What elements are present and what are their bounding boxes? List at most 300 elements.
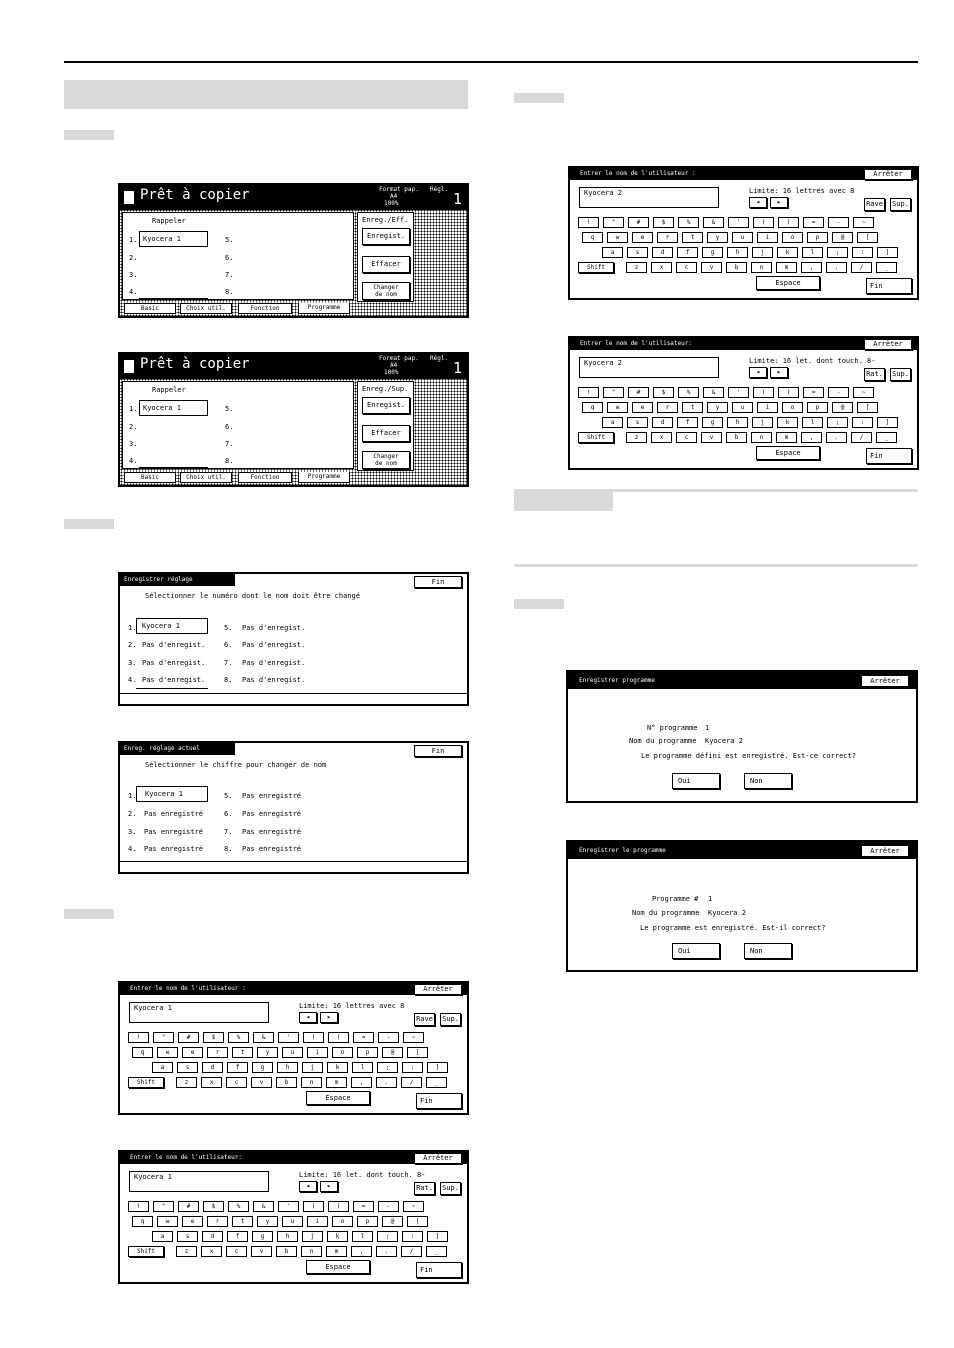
keyboard-key[interactable]: u bbox=[732, 232, 753, 243]
program-list-area bbox=[122, 212, 354, 300]
slot-number: 2. bbox=[128, 810, 137, 818]
keyboard-key[interactable]: ; bbox=[377, 1062, 398, 1073]
keyboard-key[interactable]: l bbox=[352, 1231, 373, 1242]
delete-button[interactable]: Sup. bbox=[440, 1182, 461, 1195]
side-title: Enreg./Sup. bbox=[362, 385, 409, 393]
stop-button[interactable]: Arrêter bbox=[861, 675, 909, 687]
keyboard-key[interactable]: $ bbox=[203, 1201, 224, 1212]
keyboard-key[interactable]: a bbox=[152, 1231, 173, 1242]
keyboard-key[interactable]: . bbox=[826, 432, 847, 443]
name-slot[interactable]: Pas d'enregist. bbox=[142, 676, 206, 684]
keyboard-key[interactable]: n bbox=[751, 262, 772, 273]
space-key[interactable]: Espace bbox=[756, 276, 820, 290]
keyboard-key[interactable]: c bbox=[226, 1246, 247, 1257]
keyboard-key[interactable]: ] bbox=[427, 1231, 448, 1242]
screen-title: Entrer le nom de l'utilisateur : bbox=[580, 170, 696, 177]
name-slot[interactable]: Pas enregistré bbox=[242, 810, 302, 818]
yes-button[interactable]: Oui bbox=[672, 773, 720, 789]
keyboard-key[interactable]: p bbox=[807, 402, 828, 413]
keyboard-key[interactable]: t bbox=[232, 1216, 253, 1227]
cursor-right-button[interactable]: ▸ bbox=[770, 197, 788, 208]
cursor-right-button[interactable]: ▸ bbox=[320, 1012, 338, 1023]
stop-button[interactable]: Arrêter bbox=[861, 845, 909, 857]
name-slot[interactable]: Pas d'enregist. bbox=[242, 641, 306, 649]
keyboard-key[interactable]: t bbox=[682, 232, 703, 243]
keyboard-key[interactable]: # bbox=[628, 387, 649, 398]
space-key[interactable]: Espace bbox=[306, 1091, 370, 1105]
screen-header bbox=[120, 185, 467, 210]
keyboard-key[interactable]: _ bbox=[876, 432, 897, 443]
keyboard-key[interactable]: " bbox=[603, 217, 624, 228]
program-name-label: Nom du programme bbox=[632, 909, 700, 917]
zoom-ratio: 100% bbox=[384, 369, 399, 376]
keyboard-key[interactable]: = bbox=[803, 387, 824, 398]
keyboard-key[interactable]: z bbox=[626, 262, 647, 273]
side-title: Enreg./Eff. bbox=[362, 216, 409, 224]
keyboard-key[interactable]: m bbox=[326, 1077, 347, 1088]
delete-button[interactable]: Sup. bbox=[440, 1013, 461, 1026]
fin-button[interactable]: Fin bbox=[416, 1262, 462, 1278]
keyboard-key[interactable]: f bbox=[227, 1231, 248, 1242]
keyboard-key[interactable]: ) bbox=[778, 217, 799, 228]
space-key[interactable]: Espace bbox=[306, 1260, 370, 1274]
keyboard-key[interactable]: y bbox=[257, 1216, 278, 1227]
program-number: 1. bbox=[129, 405, 138, 413]
name-input[interactable]: Kyocera 2 bbox=[579, 357, 719, 378]
keyboard-key[interactable]: v bbox=[701, 262, 722, 273]
keyboard-key[interactable]: " bbox=[153, 1201, 174, 1212]
keyboard-key[interactable]: # bbox=[178, 1201, 199, 1212]
cursor-right-button[interactable]: ▸ bbox=[770, 367, 788, 378]
paper-size: A4 bbox=[390, 193, 398, 200]
keyboard-key[interactable]: , bbox=[351, 1077, 372, 1088]
keyboard-key[interactable]: z bbox=[176, 1077, 197, 1088]
keyboard-key[interactable]: q bbox=[132, 1216, 153, 1227]
name-slot[interactable]: Pas enregistré bbox=[144, 845, 204, 853]
keyboard-key[interactable]: f bbox=[227, 1062, 248, 1073]
keyboard-key[interactable]: k bbox=[327, 1231, 348, 1242]
keyboard-key[interactable]: p bbox=[357, 1047, 378, 1058]
paper-format-label: Format pap. bbox=[379, 186, 419, 193]
keyboard-key[interactable]: [ bbox=[407, 1047, 428, 1058]
keyboard-key[interactable]: . bbox=[376, 1246, 397, 1257]
keyboard-key[interactable]: = bbox=[803, 217, 824, 228]
keyboard-key[interactable]: ! bbox=[128, 1201, 149, 1212]
keyboard-key[interactable]: ~ bbox=[853, 217, 874, 228]
mode-button[interactable]: Rat. bbox=[414, 1182, 435, 1195]
keyboard-key[interactable]: g bbox=[702, 247, 723, 258]
keyboard-key[interactable]: d bbox=[202, 1231, 223, 1242]
keyboard-key[interactable]: $ bbox=[203, 1032, 224, 1043]
keyboard-key[interactable]: % bbox=[678, 217, 699, 228]
keyboard-key[interactable]: , bbox=[801, 432, 822, 443]
name-input[interactable]: Kyocera 1 bbox=[129, 1002, 269, 1023]
keyboard-key[interactable]: h bbox=[277, 1062, 298, 1073]
register-button[interactable]: Enregist. bbox=[362, 397, 410, 414]
mode-button[interactable]: Rat. bbox=[864, 368, 885, 381]
keyboard-key[interactable]: s bbox=[627, 417, 648, 428]
note-label bbox=[514, 489, 613, 511]
keyboard-key[interactable]: m bbox=[776, 262, 797, 273]
keyboard-key[interactable]: ] bbox=[427, 1062, 448, 1073]
keyboard-key[interactable]: b bbox=[726, 262, 747, 273]
screen-header bbox=[120, 354, 467, 379]
keyboard-key[interactable]: a bbox=[152, 1062, 173, 1073]
name-slot[interactable]: Pas d'enregist. bbox=[242, 659, 306, 667]
keyboard-key[interactable]: : bbox=[852, 247, 873, 258]
keyboard-key[interactable]: _ bbox=[876, 262, 897, 273]
program-number: 7. bbox=[225, 440, 234, 448]
name-input[interactable]: Kyocera 2 bbox=[579, 187, 719, 208]
name-slot[interactable]: Kyocera 1 bbox=[136, 618, 208, 634]
keyboard-key[interactable]: h bbox=[727, 247, 748, 258]
keyboard-key[interactable]: / bbox=[851, 432, 872, 443]
keyboard-key[interactable]: % bbox=[228, 1032, 249, 1043]
delete-button[interactable]: Effacer bbox=[362, 425, 410, 442]
delete-button[interactable]: Sup. bbox=[890, 198, 911, 211]
keyboard-key[interactable]: k bbox=[777, 417, 798, 428]
keyboard-key[interactable]: : bbox=[402, 1062, 423, 1073]
keyboard-key[interactable]: y bbox=[707, 232, 728, 243]
keyboard-key[interactable]: d bbox=[652, 417, 673, 428]
slot-number: 8. bbox=[224, 845, 233, 853]
keyboard-key[interactable]: l bbox=[352, 1062, 373, 1073]
keyboard-key[interactable]: ~ bbox=[853, 387, 874, 398]
prompt-text: Sélectionner le chiffre pour changer de nom bbox=[145, 761, 327, 769]
keyboard-key[interactable]: v bbox=[701, 432, 722, 443]
keyboard-key[interactable]: h bbox=[277, 1231, 298, 1242]
keyboard-key[interactable]: v bbox=[251, 1077, 272, 1088]
keyboard-key[interactable]: - bbox=[378, 1201, 399, 1212]
footer-line bbox=[120, 861, 469, 862]
keyboard-key[interactable]: m bbox=[326, 1246, 347, 1257]
keyboard-key[interactable]: ~ bbox=[403, 1032, 424, 1043]
name-slot[interactable]: Pas d'enregist. bbox=[142, 641, 206, 649]
keyboard-key[interactable]: d bbox=[202, 1062, 223, 1073]
register-button[interactable]: Enregist. bbox=[362, 228, 410, 245]
screen-title: Prêt à copier bbox=[140, 356, 250, 372]
keyboard-key[interactable]: ! bbox=[578, 217, 599, 228]
keyboard-key[interactable]: y bbox=[257, 1047, 278, 1058]
keyboard-key[interactable]: ~ bbox=[403, 1201, 424, 1212]
tab-function[interactable]: Fonction bbox=[238, 303, 292, 314]
keyboard-key[interactable]: = bbox=[353, 1032, 374, 1043]
screen-title: Prêt à copier bbox=[140, 187, 250, 203]
keyboard-key[interactable]: w bbox=[607, 402, 628, 413]
keyboard-key[interactable]: x bbox=[651, 432, 672, 443]
keyboard-key[interactable]: r bbox=[657, 232, 678, 243]
keyboard-key[interactable]: g bbox=[702, 417, 723, 428]
name-slot[interactable]: Pas enregistré bbox=[242, 845, 302, 853]
program-number: 5. bbox=[225, 405, 234, 413]
fin-button[interactable]: Fin bbox=[414, 745, 462, 757]
tab-program[interactable]: Programme bbox=[298, 303, 350, 314]
keyboard-key[interactable]: & bbox=[253, 1201, 274, 1212]
keyboard-key[interactable]: s bbox=[177, 1062, 198, 1073]
keyboard-key[interactable]: q bbox=[582, 232, 603, 243]
keyboard-key[interactable]: c bbox=[676, 432, 697, 443]
name-slot[interactable]: Pas d'enregist. bbox=[142, 659, 206, 667]
cursor-left-button[interactable]: ◂ bbox=[299, 1012, 317, 1023]
program-number-value: 1 bbox=[708, 895, 713, 903]
keyboard-key[interactable]: & bbox=[703, 217, 724, 228]
keyboard-key[interactable]: ' bbox=[278, 1032, 299, 1043]
tab-user-choice[interactable]: Choix util. bbox=[180, 472, 232, 483]
keyboard-key[interactable]: ' bbox=[728, 387, 749, 398]
cursor-left-button[interactable]: ◂ bbox=[299, 1181, 317, 1192]
keyboard-key[interactable]: u bbox=[282, 1047, 303, 1058]
stop-button[interactable]: Arrêter bbox=[864, 339, 912, 350]
keyboard-key[interactable]: @ bbox=[382, 1216, 403, 1227]
keyboard-key[interactable]: r bbox=[207, 1216, 228, 1227]
keyboard-key[interactable]: - bbox=[828, 387, 849, 398]
keyboard-key[interactable]: d bbox=[652, 247, 673, 258]
keyboard-key[interactable]: , bbox=[801, 262, 822, 273]
keyboard-key[interactable]: % bbox=[678, 387, 699, 398]
keyboard-key[interactable]: c bbox=[226, 1077, 247, 1088]
keyboard-key[interactable]: ( bbox=[753, 217, 774, 228]
space-key[interactable]: Espace bbox=[756, 446, 820, 460]
keyboard-key[interactable]: @ bbox=[832, 232, 853, 243]
keyboard-key[interactable]: j bbox=[752, 417, 773, 428]
keyboard-key[interactable]: f bbox=[677, 417, 698, 428]
keyboard-key[interactable]: o bbox=[782, 402, 803, 413]
keyboard-key[interactable]: w bbox=[607, 232, 628, 243]
keyboard-key[interactable]: f bbox=[677, 247, 698, 258]
tab-basic[interactable]: Basic bbox=[124, 472, 176, 483]
keyboard-key[interactable]: ] bbox=[877, 417, 898, 428]
tab-function[interactable]: Fonction bbox=[238, 472, 292, 483]
name-slot[interactable]: Pas d'enregist. bbox=[242, 676, 306, 684]
keyboard-key[interactable]: l bbox=[802, 247, 823, 258]
keyboard-key[interactable]: k bbox=[327, 1062, 348, 1073]
keyboard-key[interactable]: u bbox=[732, 402, 753, 413]
keyboard-key[interactable]: / bbox=[851, 262, 872, 273]
keyboard-key[interactable]: e bbox=[182, 1047, 203, 1058]
fin-button[interactable]: Fin bbox=[866, 278, 912, 294]
keyboard-key[interactable]: # bbox=[628, 217, 649, 228]
keyboard-key[interactable]: s bbox=[627, 247, 648, 258]
keyboard-key[interactable]: u bbox=[282, 1216, 303, 1227]
rename-button[interactable]: Changer de nom bbox=[362, 451, 410, 469]
keyboard-key[interactable]: ( bbox=[303, 1201, 324, 1212]
slot-number: 5. bbox=[224, 792, 233, 800]
keyboard-key[interactable]: o bbox=[332, 1047, 353, 1058]
keyboard-key[interactable]: $ bbox=[653, 217, 674, 228]
name-slot[interactable]: Pas enregistré bbox=[242, 792, 302, 800]
keyboard-key[interactable]: : bbox=[852, 417, 873, 428]
name-select-screen bbox=[118, 741, 469, 874]
keyboard-key[interactable]: a bbox=[602, 247, 623, 258]
keyboard-key[interactable]: s bbox=[177, 1231, 198, 1242]
shift-key[interactable]: Shift bbox=[578, 262, 614, 273]
keyboard-key[interactable]: - bbox=[828, 217, 849, 228]
keyboard-key[interactable]: " bbox=[603, 387, 624, 398]
keyboard-key[interactable]: & bbox=[703, 387, 724, 398]
keyboard-key[interactable]: ( bbox=[753, 387, 774, 398]
keyboard-key[interactable]: - bbox=[378, 1032, 399, 1043]
keyboard-key[interactable]: & bbox=[253, 1032, 274, 1043]
keyboard-key[interactable]: n bbox=[751, 432, 772, 443]
keyboard-key[interactable]: @ bbox=[382, 1047, 403, 1058]
keyboard-key[interactable]: q bbox=[582, 402, 603, 413]
keyboard-key[interactable]: ; bbox=[827, 417, 848, 428]
keyboard-key[interactable]: o bbox=[782, 232, 803, 243]
keyboard-key[interactable]: _ bbox=[426, 1077, 447, 1088]
program-number: 3. bbox=[129, 440, 138, 448]
keyboard-key[interactable]: / bbox=[401, 1246, 422, 1257]
stop-button[interactable]: Arrêter bbox=[864, 169, 912, 180]
name-slot[interactable]: Pas enregistré bbox=[144, 828, 204, 836]
keyboard-key[interactable]: [ bbox=[407, 1216, 428, 1227]
keyboard-key[interactable]: p bbox=[807, 232, 828, 243]
slot-number: 2. bbox=[128, 641, 137, 649]
keyboard-key[interactable]: z bbox=[176, 1246, 197, 1257]
keyboard-key[interactable]: b bbox=[726, 432, 747, 443]
keyboard-key[interactable]: w bbox=[157, 1216, 178, 1227]
keyboard-key[interactable]: j bbox=[302, 1231, 323, 1242]
keyboard-key[interactable]: ; bbox=[377, 1231, 398, 1242]
keyboard-key[interactable]: c bbox=[676, 262, 697, 273]
yes-button[interactable]: Oui bbox=[672, 943, 720, 959]
program-slot-1[interactable]: Kyocera 1 bbox=[139, 400, 208, 416]
mode-button[interactable]: Rave bbox=[864, 198, 885, 211]
shift-key[interactable]: Shift bbox=[578, 432, 614, 443]
confirm-question: Le programme est enregistré. Est-il correct? bbox=[640, 924, 826, 932]
tab-program[interactable]: Programme bbox=[298, 472, 350, 483]
slot-number: 1. bbox=[128, 624, 137, 632]
keyboard-key[interactable]: e bbox=[182, 1216, 203, 1227]
keyboard-key[interactable]: k bbox=[777, 247, 798, 258]
keyboard-key[interactable]: r bbox=[207, 1047, 228, 1058]
shift-key[interactable]: Shift bbox=[128, 1077, 164, 1088]
keyboard-key[interactable]: e bbox=[632, 402, 653, 413]
keyboard-key[interactable]: m bbox=[776, 432, 797, 443]
recall-heading: Rappeler bbox=[152, 386, 186, 394]
name-slot[interactable]: Pas d'enregist. bbox=[242, 624, 306, 632]
keyboard-key[interactable]: : bbox=[402, 1231, 423, 1242]
cursor-right-button[interactable]: ▸ bbox=[320, 1181, 338, 1192]
fin-button[interactable]: Fin bbox=[866, 448, 912, 464]
slot-underline bbox=[139, 467, 208, 468]
keyboard-key[interactable]: z bbox=[626, 432, 647, 443]
keyboard-key[interactable]: x bbox=[651, 262, 672, 273]
keyboard-key[interactable]: g bbox=[252, 1231, 273, 1242]
keyboard-key[interactable]: x bbox=[201, 1077, 222, 1088]
keyboard-key[interactable]: ( bbox=[303, 1032, 324, 1043]
keyboard-key[interactable]: . bbox=[826, 262, 847, 273]
keyboard-key[interactable]: ! bbox=[128, 1032, 149, 1043]
keyboard-key[interactable]: [ bbox=[857, 402, 878, 413]
name-slot[interactable]: Pas enregistré bbox=[242, 828, 302, 836]
keyboard-key[interactable]: ! bbox=[578, 387, 599, 398]
keyboard-key[interactable]: i bbox=[307, 1216, 328, 1227]
shift-key[interactable]: Shift bbox=[128, 1246, 164, 1257]
keyboard-key[interactable]: ; bbox=[827, 247, 848, 258]
keyboard-key[interactable]: @ bbox=[832, 402, 853, 413]
program-slot-1[interactable]: Kyocera 1 bbox=[139, 231, 208, 247]
keyboard-key[interactable]: v bbox=[251, 1246, 272, 1257]
keyboard-key[interactable]: , bbox=[351, 1246, 372, 1257]
tab-user-choice[interactable]: Choix util. bbox=[180, 303, 232, 314]
keyboard-key[interactable]: j bbox=[302, 1062, 323, 1073]
delete-button[interactable]: Effacer bbox=[362, 256, 410, 273]
keyboard-key[interactable]: b bbox=[276, 1077, 297, 1088]
keyboard-key[interactable]: n bbox=[301, 1077, 322, 1088]
mode-button[interactable]: Rave bbox=[414, 1013, 435, 1026]
paper-format-label: Format pap. bbox=[379, 355, 419, 362]
keyboard-key[interactable]: # bbox=[178, 1032, 199, 1043]
keyboard-key[interactable]: o bbox=[332, 1216, 353, 1227]
keyboard-key[interactable]: ) bbox=[778, 387, 799, 398]
keyboard-key[interactable]: r bbox=[657, 402, 678, 413]
keyboard-key[interactable]: l bbox=[802, 417, 823, 428]
stop-button[interactable]: Arrêter bbox=[414, 1153, 462, 1164]
keyboard-key[interactable]: t bbox=[682, 402, 703, 413]
fin-button[interactable]: Fin bbox=[414, 576, 462, 588]
keyboard-key[interactable]: ' bbox=[278, 1201, 299, 1212]
keyboard-key[interactable]: t bbox=[232, 1047, 253, 1058]
document-icon bbox=[123, 190, 135, 205]
name-input[interactable]: Kyocera 1 bbox=[129, 1171, 269, 1192]
keyboard-key[interactable]: ] bbox=[877, 247, 898, 258]
name-slot[interactable]: Kyocera 1 bbox=[136, 786, 208, 802]
keyboard-key[interactable]: w bbox=[157, 1047, 178, 1058]
keyboard-key[interactable]: = bbox=[353, 1201, 374, 1212]
keyboard-key[interactable]: / bbox=[401, 1077, 422, 1088]
keyboard-key[interactable]: g bbox=[252, 1062, 273, 1073]
keyboard-key[interactable]: . bbox=[376, 1077, 397, 1088]
stop-button[interactable]: Arrêter bbox=[414, 984, 462, 995]
keyboard-key[interactable]: p bbox=[357, 1216, 378, 1227]
no-button[interactable]: Non bbox=[744, 773, 792, 789]
keyboard-key[interactable]: % bbox=[228, 1201, 249, 1212]
keyboard-key[interactable]: ) bbox=[328, 1201, 349, 1212]
keyboard-key[interactable]: i bbox=[757, 402, 778, 413]
name-slot[interactable]: Pas enregistré bbox=[144, 810, 204, 818]
prompt-text: Sélectionner le numéro dont le nom doit être changé bbox=[145, 592, 360, 600]
paper-size: A4 bbox=[390, 362, 398, 369]
keyboard-key[interactable]: j bbox=[752, 247, 773, 258]
no-button[interactable]: Non bbox=[744, 943, 792, 959]
tab-basic[interactable]: Basic bbox=[124, 303, 176, 314]
keyboard-key[interactable]: y bbox=[707, 402, 728, 413]
cursor-left-button[interactable]: ◂ bbox=[749, 367, 767, 378]
keyboard-key[interactable]: a bbox=[602, 417, 623, 428]
slot-number: 1. bbox=[128, 792, 137, 800]
document-icon bbox=[123, 359, 135, 374]
keyboard-key[interactable]: _ bbox=[426, 1246, 447, 1257]
fin-button[interactable]: Fin bbox=[416, 1093, 462, 1109]
keyboard-key[interactable]: ) bbox=[328, 1032, 349, 1043]
keyboard-key[interactable]: b bbox=[276, 1246, 297, 1257]
rename-button[interactable]: Changer de nom bbox=[362, 282, 410, 300]
cursor-left-button[interactable]: ◂ bbox=[749, 197, 767, 208]
keyboard-key[interactable]: n bbox=[301, 1246, 322, 1257]
keyboard-key[interactable]: i bbox=[307, 1047, 328, 1058]
keyboard-key[interactable]: q bbox=[132, 1047, 153, 1058]
keyboard-key[interactable]: [ bbox=[857, 232, 878, 243]
step-marker bbox=[64, 909, 114, 919]
keyboard-key[interactable]: i bbox=[757, 232, 778, 243]
keyboard-key[interactable]: " bbox=[153, 1032, 174, 1043]
keyboard-key[interactable]: ' bbox=[728, 217, 749, 228]
delete-button[interactable]: Sup. bbox=[890, 368, 911, 381]
keyboard-key[interactable]: h bbox=[727, 417, 748, 428]
keyboard-key[interactable]: $ bbox=[653, 387, 674, 398]
keyboard-key[interactable]: e bbox=[632, 232, 653, 243]
keyboard-key[interactable]: x bbox=[201, 1246, 222, 1257]
